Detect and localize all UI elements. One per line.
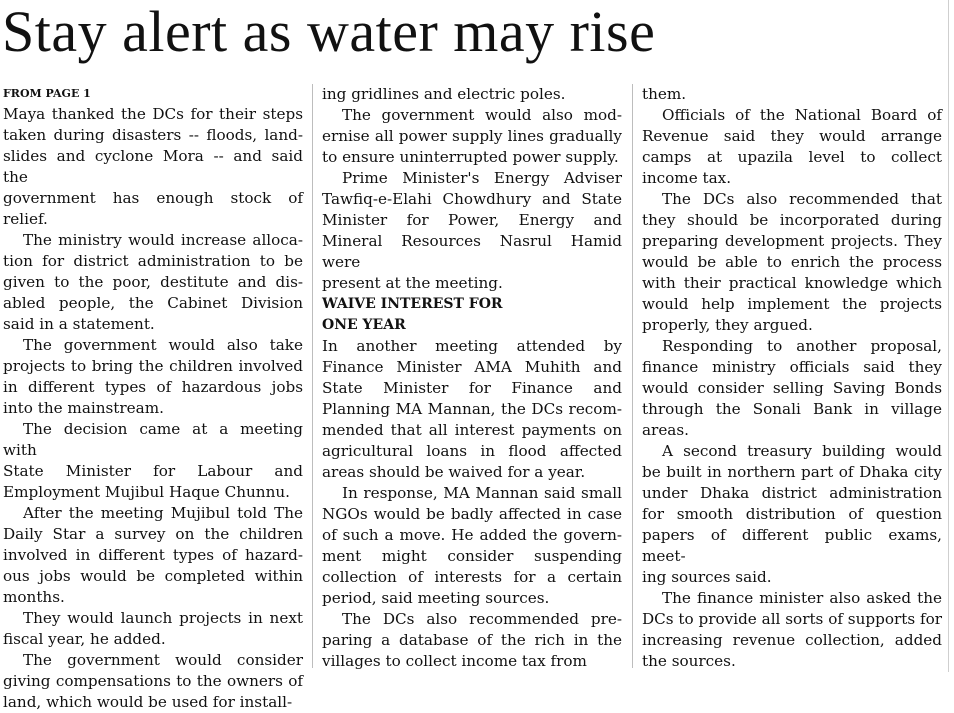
paragraph-line: preparing development projects. They	[642, 232, 942, 250]
paragraph-line: Employment Mujibul Haque Chunnu.	[3, 483, 290, 501]
paragraph-line: them.	[642, 85, 687, 103]
paragraph-line: Mineral Resources Nasrul Hamid were	[322, 232, 622, 271]
paragraph-line: giving compensations to the owners of	[3, 672, 303, 690]
paragraph-line: land, which would be used for install-	[3, 693, 293, 711]
paragraph-line: the sources.	[642, 652, 736, 670]
paragraph-line: Maya thanked the DCs for their steps	[3, 105, 303, 123]
paragraph-line: would be able to enrich the process	[642, 253, 942, 271]
paragraph-line: Revenue said they would arrange	[642, 127, 942, 145]
paragraph-line: The ministry would increase alloca-	[23, 231, 303, 249]
paragraph-line: NGOs would be badly affected in case	[322, 505, 622, 523]
paragraph-line: Responding to another proposal,	[662, 337, 942, 355]
paragraph-line: In response, MA Mannan said small	[342, 484, 622, 502]
column-2	[322, 84, 622, 672]
paragraph-line: State Minister for Finance and	[322, 379, 622, 397]
paragraph-line: villages to collect income tax from	[322, 652, 587, 670]
paragraph-line: ing sources said.	[642, 568, 772, 586]
paragraph-line: camps at upazila level to collect	[642, 148, 942, 166]
paragraph-line: paring a database of the rich in the	[322, 631, 622, 649]
paragraph-line: papers of different public exams, meet-	[642, 526, 942, 565]
paragraph-line: tion for district administration to be	[3, 252, 303, 270]
paragraph-line: in different types of hazardous jobs	[3, 378, 303, 396]
paragraph-line: finance ministry officials said they	[642, 358, 942, 376]
paragraph-line: In another meeting attended by	[322, 337, 622, 355]
paragraph-line: present at the meeting.	[322, 274, 503, 292]
paragraph-line: would help implement the projects	[642, 295, 942, 313]
paragraph-line: The government would also mod-	[342, 106, 622, 124]
paragraph-line: ing gridlines and electric poles.	[322, 85, 566, 103]
paragraph-line: properly, they argued.	[642, 316, 813, 334]
headline: Stay alert as water may rise	[2, 0, 656, 64]
paragraph-line: Planning MA Mannan, the DCs recom-	[322, 400, 622, 418]
paragraph-line: of such a move. He added the govern-	[322, 526, 622, 544]
paragraph-line: They would launch projects in next	[23, 609, 303, 627]
paragraph-line: increasing revenue collection, added	[642, 631, 942, 649]
page-edge-line	[948, 0, 949, 672]
paragraph-line: The government would also take	[23, 336, 303, 354]
paragraph-line: ment might consider suspending	[322, 547, 622, 565]
paragraph-line: ous jobs would be completed within	[3, 567, 303, 585]
paragraph-line: The decision came at a meeting with	[3, 420, 303, 459]
paragraph-line: would consider selling Saving Bonds	[642, 379, 942, 397]
paragraph-line: State Minister for Labour and	[3, 462, 303, 480]
paragraph-line: said in a statement.	[3, 315, 155, 333]
paragraph-line: slides and cyclone Mora -- and said the	[3, 147, 303, 186]
column-2-body-bottom	[322, 336, 622, 672]
subhead-line-1: WAIVE INTEREST FOR	[322, 296, 503, 312]
paragraph-line: mended that all interest payments on	[322, 421, 622, 439]
paragraph-line: Finance Minister AMA Muhith and	[322, 358, 622, 376]
paragraph-line: A second treasury building would	[662, 442, 942, 460]
paragraph-line: The DCs also recommended that	[662, 190, 942, 208]
column-1-body	[3, 104, 303, 713]
paragraph-line: abled people, the Cabinet Division	[3, 294, 303, 312]
paragraph-line: government has enough stock of relief.	[3, 189, 303, 228]
paragraph-line: Officials of the National Board of	[662, 106, 942, 124]
paragraph-line: involved in different types of hazard-	[3, 546, 303, 564]
paragraph-line: projects to bring the children involved	[3, 357, 303, 375]
paragraph-line: be built in northern part of Dhaka city	[642, 463, 942, 481]
paragraph-line: The DCs also recommended pre-	[342, 610, 622, 628]
column-divider	[632, 84, 633, 668]
paragraph-line: The finance minister also asked the	[662, 589, 942, 607]
paragraph-line: Minister for Power, Energy and	[322, 211, 622, 229]
paragraph-line: months.	[3, 588, 65, 606]
paragraph-line: under Dhaka district administration	[642, 484, 942, 502]
paragraph-line: with their practical knowledge which	[642, 274, 942, 292]
paragraph-line: areas.	[642, 421, 689, 439]
paragraph-line: areas should be waived for a year.	[322, 463, 586, 481]
paragraph-line: period, said meeting sources.	[322, 589, 550, 607]
column-2-body-top	[322, 84, 622, 294]
paragraph-line: through the Sonali Bank in village	[642, 400, 942, 418]
subhead-line-2: ONE YEAR	[322, 317, 406, 333]
paragraph-line: ernise all power supply lines gradually	[322, 127, 622, 145]
paragraph-line: collection of interests for a certain	[322, 568, 622, 586]
paragraph-line: DCs to provide all sorts of supports for	[642, 610, 942, 628]
paragraph-line: they should be incorporated during	[642, 211, 942, 229]
paragraph-line: into the mainstream.	[3, 399, 164, 417]
paragraph-line: Prime Minister's Energy Adviser	[342, 169, 622, 187]
column-1	[3, 84, 303, 713]
paragraph-line: for smooth distribution of question	[642, 505, 942, 523]
paragraph-line: to ensure uninterrupted power supply.	[322, 148, 619, 166]
jump-label: FROM PAGE 1	[3, 87, 91, 100]
paragraph-line: income tax.	[642, 169, 732, 187]
paragraph-line: given to the poor, destitute and dis-	[3, 273, 303, 291]
paragraph-line: After the meeting Mujibul told The	[23, 504, 303, 522]
column-3-body	[642, 84, 942, 672]
paragraph-line: Daily Star a survey on the children	[3, 525, 303, 543]
paragraph-line: taken during disasters -- floods, land-	[3, 126, 303, 144]
column-3	[642, 84, 942, 672]
paragraph-line: agricultural loans in flood affected	[322, 442, 622, 460]
paragraph-line: Tawfiq-e-Elahi Chowdhury and State	[322, 190, 622, 208]
paragraph-line: fiscal year, he added.	[3, 630, 166, 648]
column-divider	[312, 84, 313, 668]
paragraph-line: The government would consider	[23, 651, 303, 669]
